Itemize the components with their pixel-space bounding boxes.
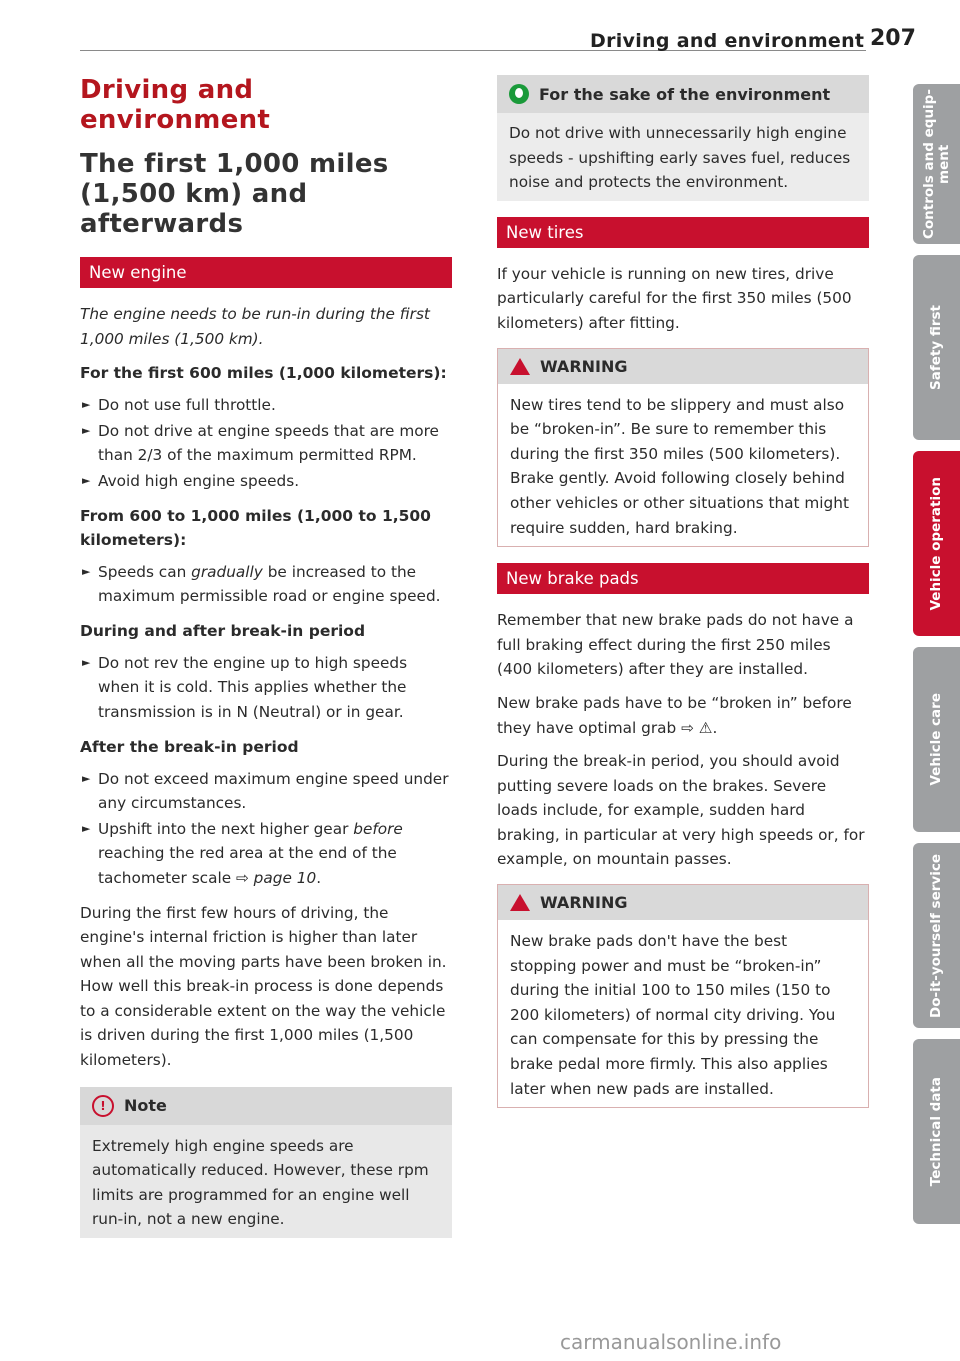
subhead-after: After the break-in period bbox=[80, 737, 299, 756]
list-600-1000 bbox=[80, 560, 452, 609]
note-body: Extremely high engine speeds are automatically reduced. However, these rpm limits are programmed for an engine well run-in, not a new engine. bbox=[92, 1136, 429, 1229]
footer-watermark: carmanualsonline.info bbox=[560, 1330, 782, 1354]
brakes-paragraph-3: During the break-in period, you should avoid putting severe loads on the brakes. Severe loads include, for example, sudden hard braking, in particular at very high speeds or, for example, on mountain passes. bbox=[497, 752, 865, 869]
note-box bbox=[80, 1087, 452, 1238]
page-link[interactable]: page 10 bbox=[253, 868, 317, 887]
environment-header: For the sake of the environment bbox=[497, 75, 869, 113]
tab-controls[interactable]: Controls and equip-ment bbox=[913, 84, 960, 244]
warning-body: New brake pads don't have the best stopping power and must be “broken-in” during the initial 100 to 150 miles (150 to 200 kilometers) of normal city driving. You can compensate for this by pressing the brake pedal more firmly. This also applies later when new pads are installed. bbox=[510, 932, 836, 1098]
list-item: ► Speeds can gradually be increased to the maximum permissible road or engine speed. bbox=[82, 562, 441, 606]
brakes-paragraph-1: Remember that new brake pads do not have a full braking effect during the first 250 miles (400 kilometers) after they are installed. bbox=[497, 611, 854, 679]
intro-text: The engine needs to be run-in during the first 1,000 miles (1,500 km). bbox=[80, 305, 430, 348]
warning-header: WARNING bbox=[498, 349, 868, 384]
tab-safety[interactable]: Safety first bbox=[913, 255, 960, 440]
list-during-after bbox=[80, 651, 452, 725]
tab-vehicle-care[interactable]: Vehicle care bbox=[913, 647, 960, 832]
leaf-icon bbox=[509, 84, 529, 104]
right-column bbox=[497, 75, 869, 1124]
environment-box bbox=[497, 75, 869, 201]
list-item: ► Do not exceed maximum engine speed under any circumstances. bbox=[82, 769, 449, 813]
subhead-during-after: During and after break-in period bbox=[80, 621, 366, 640]
subhead-first-600: For the first 600 miles (1,000 kilometers): bbox=[80, 364, 447, 383]
chapter-tabs bbox=[913, 84, 960, 1235]
warning-header: WARNING bbox=[498, 885, 868, 920]
tab-technical-data[interactable]: Technical data bbox=[913, 1039, 960, 1224]
warning-box-tires bbox=[497, 348, 869, 548]
tab-vehicle-operation[interactable]: Vehicle operation bbox=[913, 451, 960, 636]
environment-body: Do not drive with unnecessarily high engine speeds - upshifting early saves fuel, reduces noise and protects the environment. bbox=[509, 124, 851, 192]
list-after bbox=[80, 767, 452, 891]
list-item: ► Upshift into the next higher gear before reaching the red area at the end of the tachometer scale ⇨ page 10. bbox=[82, 819, 403, 887]
header-title: Driving and environment bbox=[590, 30, 865, 52]
page-number: 207 bbox=[870, 26, 916, 51]
section-heading: The first 1,000 miles (1,500 km) and afterwards bbox=[80, 149, 389, 239]
warning-icon bbox=[510, 894, 530, 911]
warning-icon bbox=[510, 358, 530, 375]
left-column bbox=[80, 75, 452, 1238]
list-item: ► Do not rev the engine up to high speeds when it is cold. This applies whether the transmission is in N (Neutral) or in gear. bbox=[82, 653, 408, 721]
subhead-600-1000: From 600 to 1,000 miles (1,000 to 1,500 kilometers): bbox=[80, 506, 431, 549]
list-item: ► Do not drive at engine speeds that are more than 2/3 of the maximum permitted RPM. bbox=[82, 421, 439, 465]
list-item: ► Avoid high engine speeds. bbox=[82, 471, 300, 490]
new-brake-pads-bar: New brake pads bbox=[497, 563, 869, 594]
warning-body: New tires tend to be slippery and must also be “broken-in”. Be sure to remember this during the first 350 miles (500 kilometers). Brake gently. Avoid following closely behind other vehicles or other situations that might require sudden, hard braking. bbox=[510, 395, 849, 537]
new-tires-bar: New tires bbox=[497, 217, 869, 248]
list-item: ► Do not use full throttle. bbox=[82, 396, 276, 415]
note-icon: ! bbox=[92, 1095, 114, 1117]
tab-diy-service[interactable]: Do-it-yourself service bbox=[913, 843, 960, 1028]
warning-box-brakes bbox=[497, 884, 869, 1108]
brakes-paragraph-2: New brake pads have to be “broken in” before they have optimal grab ⇨ ⚠. bbox=[497, 693, 852, 737]
chapter-title: Driving and environment bbox=[80, 75, 271, 135]
new-engine-bar: New engine bbox=[80, 257, 452, 288]
tires-paragraph: If your vehicle is running on new tires, drive particularly careful for the first 350 miles (500 kilometers) after fitting. bbox=[497, 264, 852, 332]
note-header: ! Note bbox=[80, 1087, 452, 1125]
break-in-paragraph: During the first few hours of driving, the engine's internal friction is higher than later when all the moving parts have been broken in. How well this break-in process is done depends to a considerable extent on the way the vehicle is driven during the first 1,000 miles (1,500 kilometers). bbox=[80, 903, 447, 1070]
list-first-600 bbox=[80, 393, 452, 493]
